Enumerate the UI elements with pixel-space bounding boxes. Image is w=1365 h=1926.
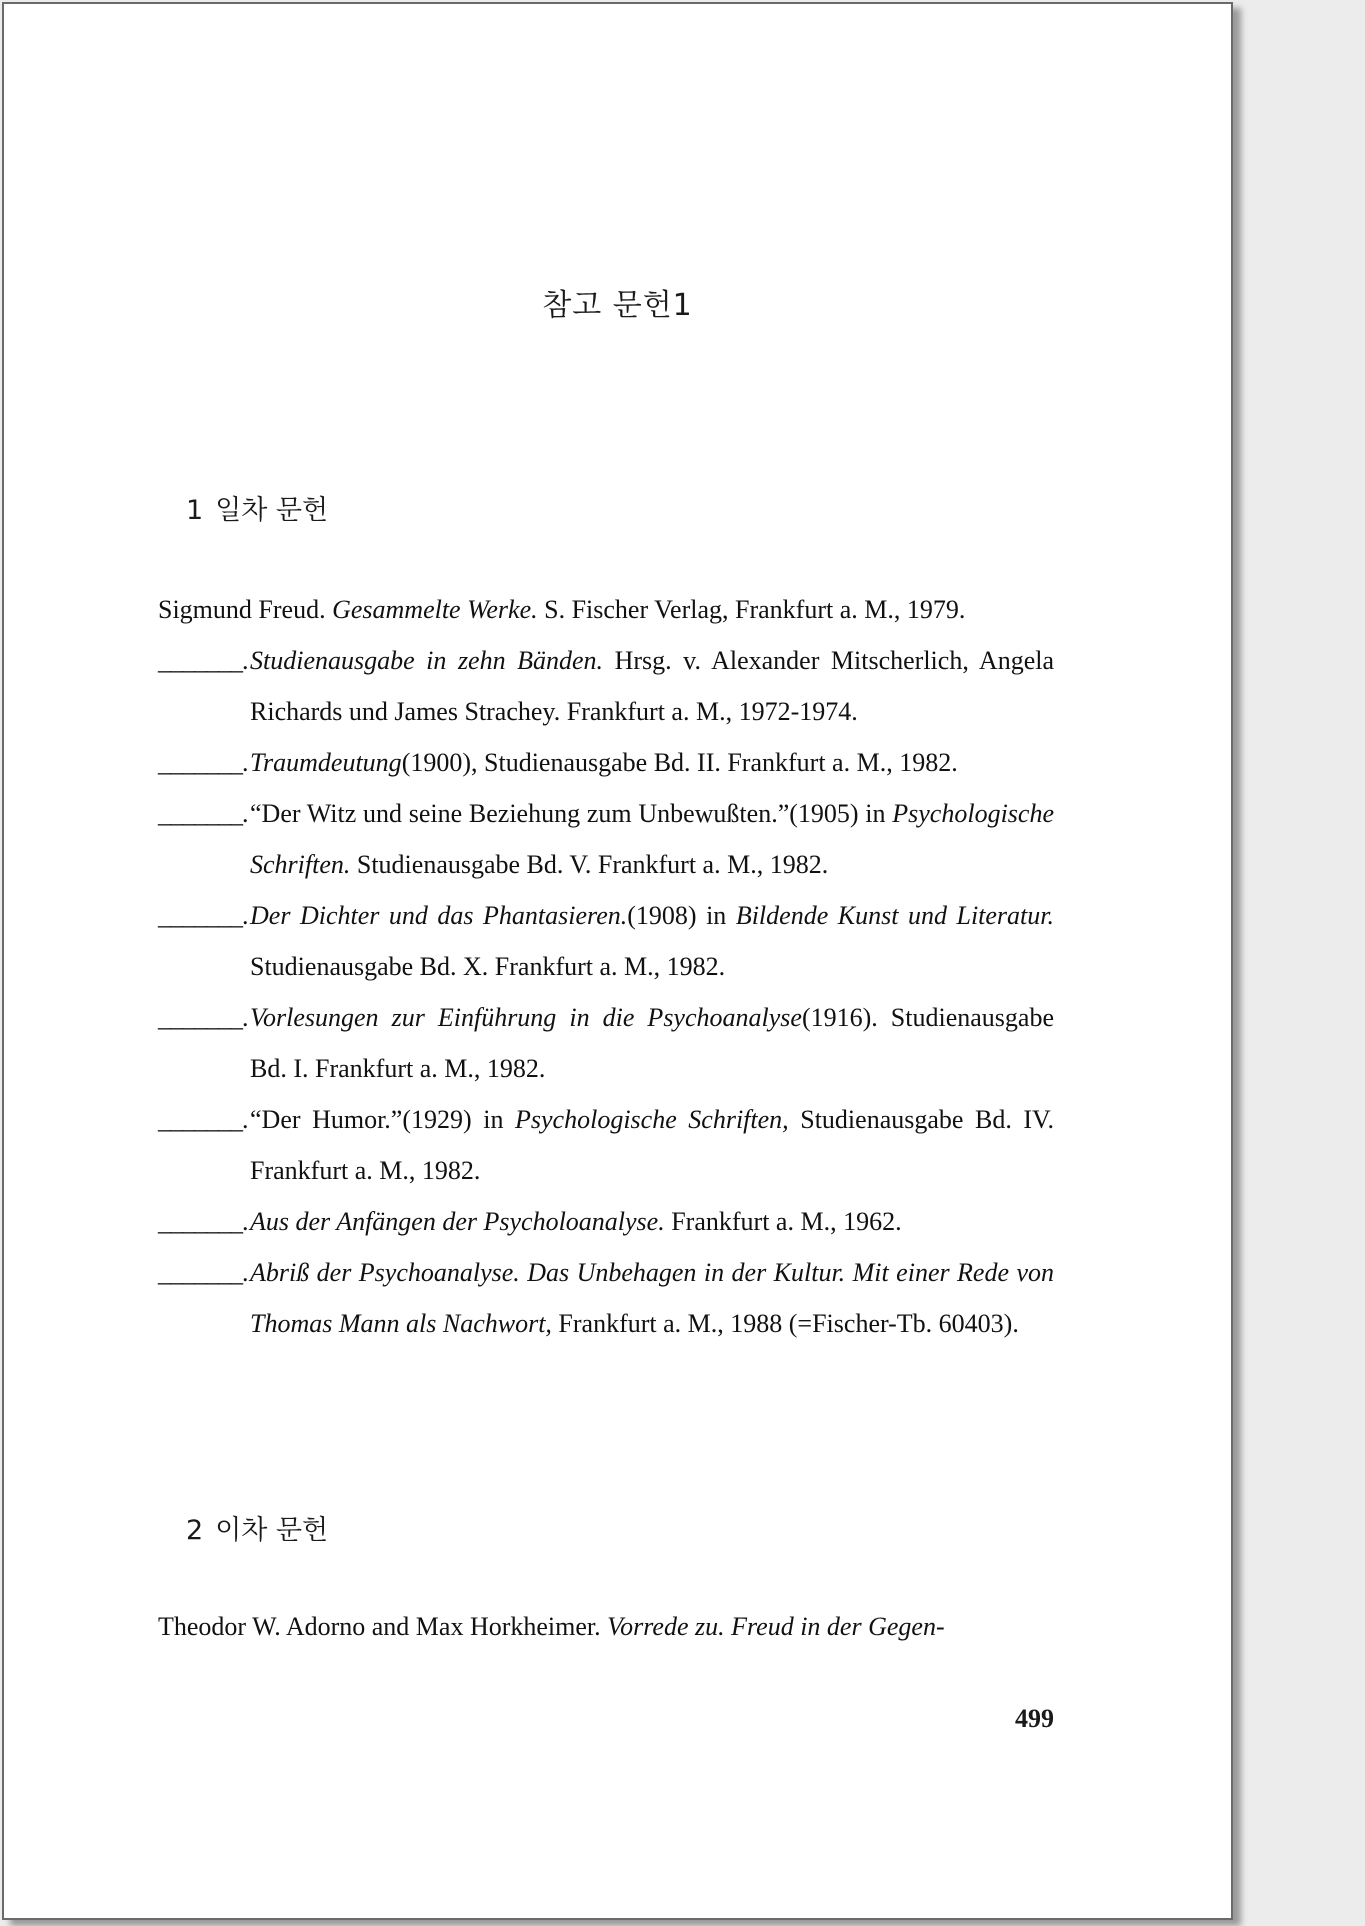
reference-details: (1916). Studienausgabe Bd. I. Frankfurt a. M., 1982. (250, 1003, 1054, 1083)
section-heading-primary (186, 488, 328, 527)
reference-entry (158, 1601, 1054, 1652)
repeat-author-dash: _______. (158, 646, 248, 675)
reference-entry (158, 635, 1054, 737)
reference-title: Gesammelte Werke. (332, 595, 538, 624)
page-number: 499 (1015, 1704, 1054, 1733)
section-heading-secondary (186, 1508, 328, 1547)
reference-details: Studienausgabe Bd. V. Frankfurt a. M., 1982. (350, 850, 829, 879)
section-number: 1 (186, 495, 204, 526)
page-title: 참고 문헌1 (542, 288, 693, 323)
reference-title: Studienausgabe in zehn Bänden. (250, 646, 604, 675)
section-number: 2 (186, 1515, 204, 1546)
reference-list-secondary (158, 1601, 1054, 1652)
reference-entry (158, 890, 1054, 992)
reference-details: (1900), Studienausgabe Bd. II. Frankfurt a. M., 1982. (401, 748, 958, 777)
reference-details: Frankfurt a. M., 1962. (664, 1207, 902, 1236)
reference-entry (158, 584, 1054, 635)
reference-title: Psychologische Schriften. (250, 799, 1054, 879)
reference-middle: (1908) in (627, 901, 736, 930)
reference-prefix: “Der Witz und seine Beziehung zum Unbewußten.”(1905) in (250, 799, 893, 828)
reference-details: Studienausgabe Bd. X. Frankfurt a. M., 1982. (250, 952, 726, 981)
repeat-author-dash: _______. (158, 1207, 248, 1236)
repeat-author-dash: _______. (158, 1105, 248, 1134)
reference-title: Traumdeutung (250, 748, 402, 777)
reference-title: Vorrede zu. Freud in der Gegen- (607, 1612, 945, 1641)
reference-entry (158, 1094, 1054, 1196)
reference-entry (158, 1247, 1054, 1349)
reference-entry (158, 1196, 1054, 1247)
reference-entry (158, 788, 1054, 890)
reference-title-secondary: Bildende Kunst und Literatur. (735, 901, 1055, 930)
reference-list-primary (158, 584, 1054, 1349)
reference-entry (158, 737, 1054, 788)
section-title: 이차 문헌 (215, 1515, 329, 1546)
reference-details: Studienausgabe Bd. IV. Frankfurt a. M., 1982. (250, 1105, 1054, 1185)
document-page (2, 2, 1233, 1920)
reference-title: Aus der Anfängen der Psycholoanalyse. (250, 1207, 665, 1236)
repeat-author-dash: _______. (158, 799, 248, 828)
reference-title: Abriß der Psychoanalyse. Das Unbehagen in der Kultur. Mit einer Rede von Thomas Mann als Nachwort, (250, 1258, 1054, 1338)
reference-entry (158, 992, 1054, 1094)
reference-title: Vorlesungen zur Einführung in die Psychoanalyse (250, 1003, 802, 1032)
repeat-author-dash: _______. (158, 748, 248, 777)
reference-details: Hrsg. v. Alexander Mitscherlich, Angela Richards und James Strachey. Frankfurt a. M., 1972-1974. (250, 646, 1055, 726)
repeat-author-dash: _______. (158, 901, 248, 930)
reference-author: Theodor W. Adorno and Max Horkheimer. (158, 1612, 601, 1641)
reference-title: Der Dichter und das Phantasieren. (250, 901, 628, 930)
reference-title: Psychologische Schriften, (515, 1105, 789, 1134)
reference-author: Sigmund Freud. (158, 595, 326, 624)
repeat-author-dash: _______. (158, 1258, 248, 1287)
section-title: 일차 문헌 (215, 495, 329, 526)
reference-details: Frankfurt a. M., 1988 (=Fischer-Tb. 60403). (551, 1309, 1019, 1338)
reference-details: S. Fischer Verlag, Frankfurt a. M., 1979. (537, 595, 966, 624)
reference-prefix: “Der Humor.”(1929) in (250, 1105, 516, 1134)
repeat-author-dash: _______. (158, 1003, 248, 1032)
